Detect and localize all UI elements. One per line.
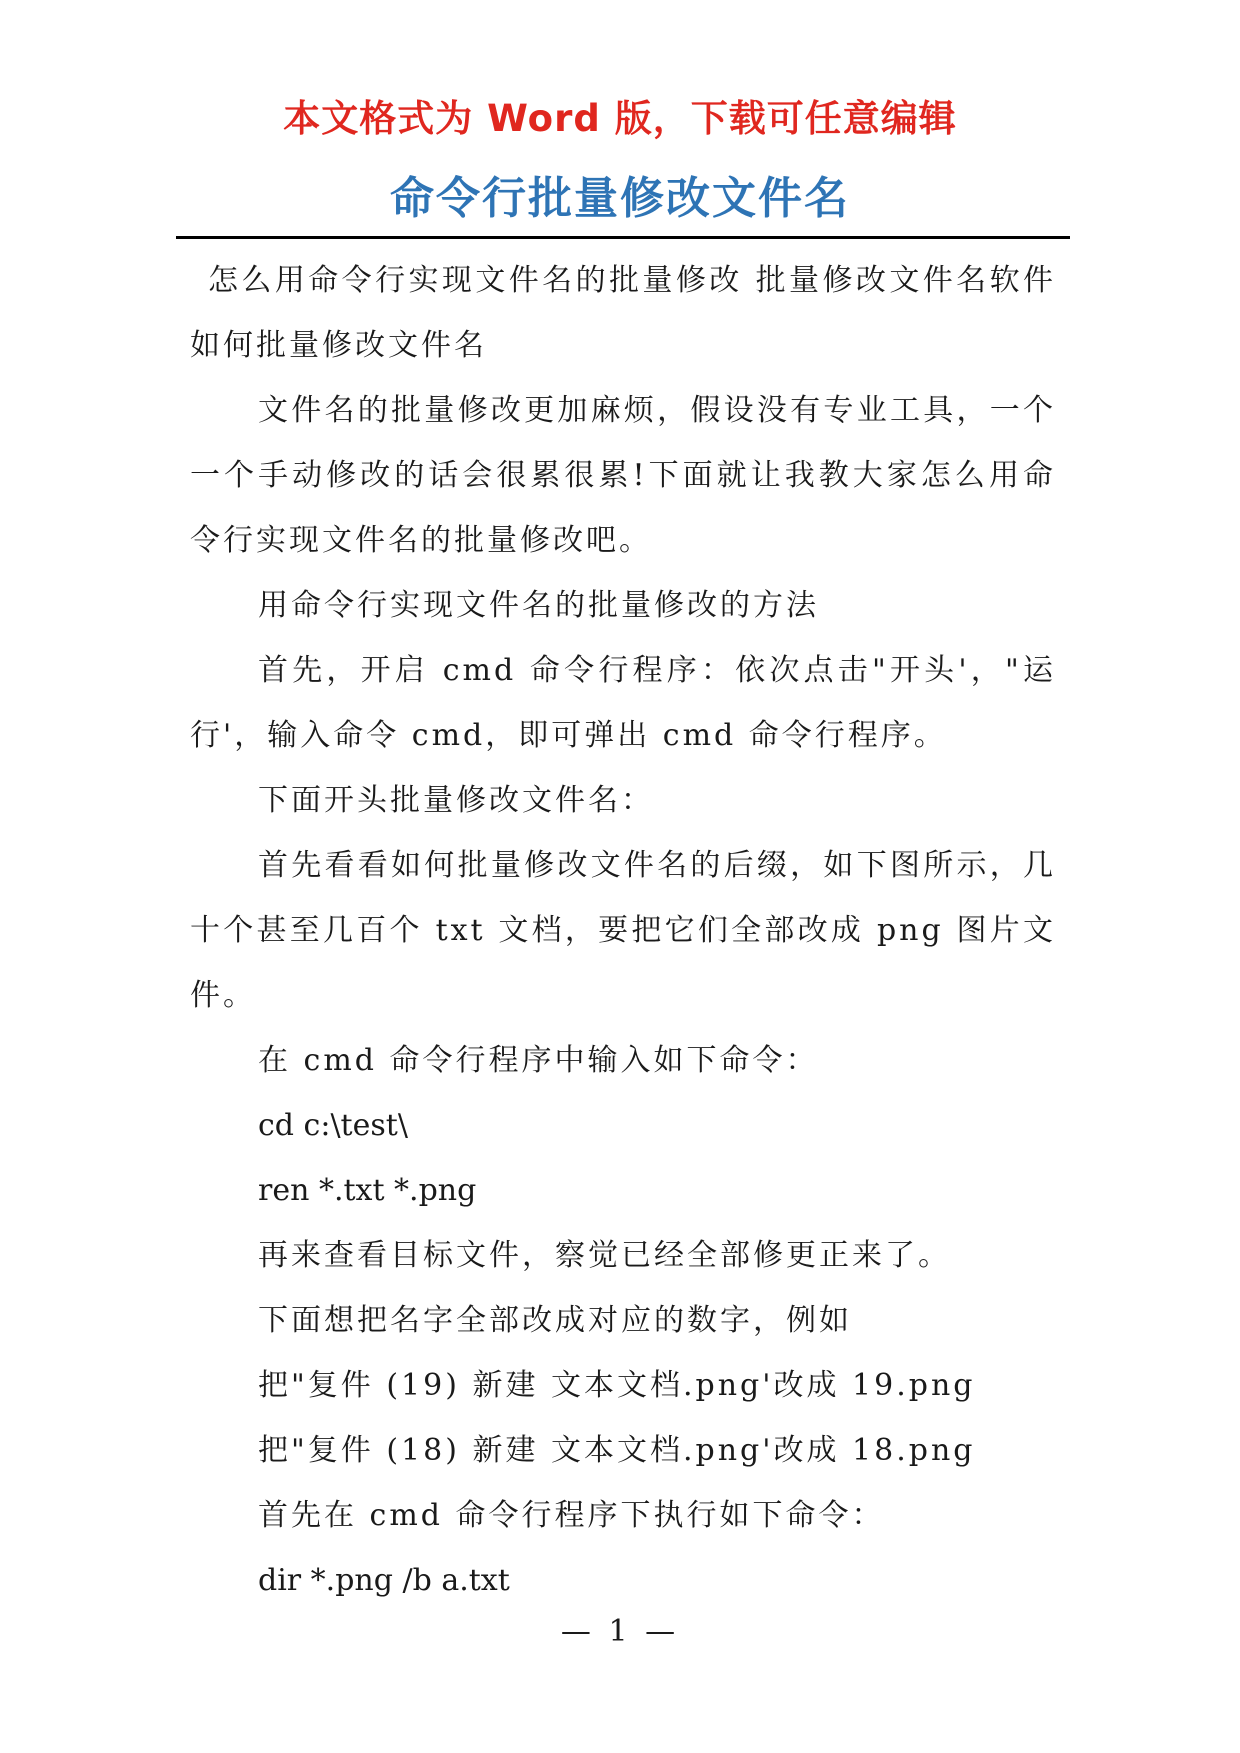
command-line-dir: dir *.png /b a.txt <box>258 1563 510 1598</box>
paragraph-start-rename: 下面开头批量修改文件名： <box>258 783 654 818</box>
paragraph-suffix-rename: 首先看看如何批量修改文件名的后缀，如下图所示，几十个甚至几百个 txt 文档，要把它们全部改成 png 图片文件。 <box>190 848 1056 1013</box>
paragraph-run-command: 首先在 cmd 命令行程序下执行如下命令： <box>258 1498 885 1533</box>
example-line-18: 把"复件 (18) 新建 文本文档.png'改成 18.png <box>258 1433 976 1468</box>
paragraph-intro: 文件名的批量修改更加麻烦，假设没有专业工具，一个一个手动修改的话会很累很累!下面就让我教大家怎么用命令行实现文件名的批量修改吧。 <box>190 393 1056 558</box>
section-heading: 用命令行实现文件名的批量修改的方法 <box>258 588 819 623</box>
paragraph-enter-command: 在 cmd 命令行程序中输入如下命令： <box>258 1043 819 1078</box>
format-notice: 本文格式为 Word 版，下载可任意编辑 <box>283 97 957 140</box>
paragraph-number-rename: 下面想把名字全部改成对应的数字，例如 <box>258 1303 852 1338</box>
title-divider <box>176 236 1070 239</box>
command-line-cd: cd c:\test\ <box>258 1108 408 1143</box>
paragraph-open-cmd: 首先，开启 cmd 命令行程序：依次点击"开头'，"运行'，输入命令 cmd，即可弹出 cmd 命令行程序。 <box>190 653 1056 753</box>
command-line-ren: ren *.txt *.png <box>258 1173 477 1208</box>
page-number: — 1 — <box>560 1614 680 1649</box>
paragraph-check-result: 再来查看目标文件，察觉已经全部修更正来了。 <box>258 1238 951 1273</box>
keyword-tags: 怎么用命令行实现文件名的批量修改 批量修改文件名软件 如何批量修改文件名 <box>190 263 1056 363</box>
document-body <box>190 248 1056 1613</box>
document-title: 命令行批量修改文件名 <box>390 173 850 224</box>
example-line-19: 把"复件 (19) 新建 文本文档.png'改成 19.png <box>258 1368 976 1403</box>
